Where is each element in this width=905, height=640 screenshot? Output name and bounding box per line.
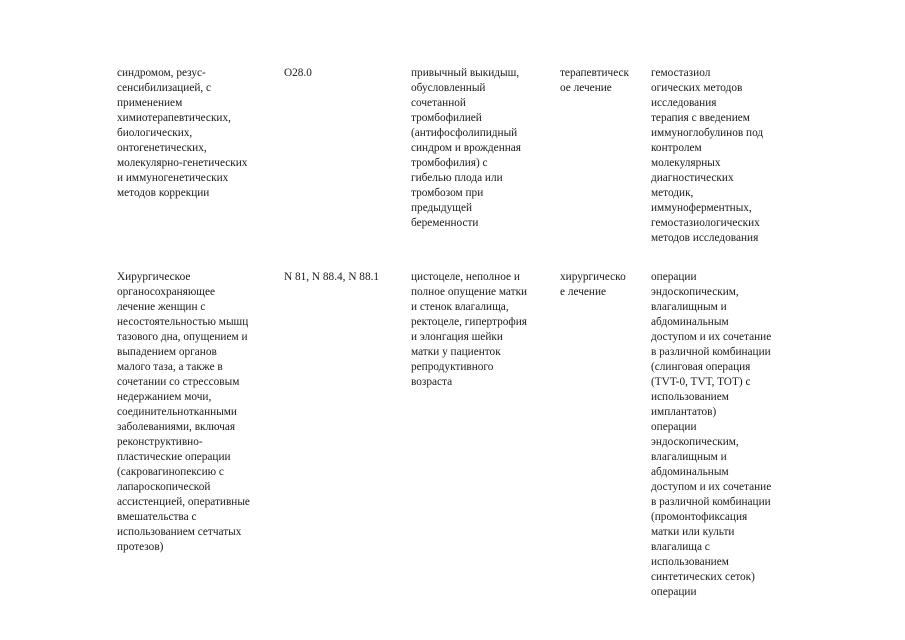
row2-treatment-type: хирургическо е лечение — [560, 271, 626, 298]
row1-treatment-type: терапевтическ ое лечение — [560, 67, 630, 94]
row1-icd-code: O28.0 — [284, 67, 312, 79]
row1-method-description: синдромом, резус- сенсибилизацией, с применением химиотерапевтических, биологических, онтогенетических, молекулярно-генетических и иммуногенетических методов коррекции — [117, 67, 248, 199]
row1-patient-model: привычный выкидыш, обусловленный сочетанной тромбофилией (антифосфолипидный синдром и врожденная тромбофилия) с гибелью плода или тромбозом при предыдущей беременности — [411, 67, 521, 229]
row2-method-description: Хирургическое органосохраняющее лечение женщин с несостоятельностью мышц тазового дна, опущением и выпадением органов малого таза, а также в сочетании со стрессовым недержанием мочи, соединительнотканными заболеваниями, включая реконструктивно- пластические операции (сакровагинопексию с лапароскопической ассистенцией, оперативные вмешательства с использованием сетчатых протезов) — [117, 271, 250, 553]
row2-treatment-method: операции эндоскопическим, влагалищным и абдоминальным доступом и их сочетание в различной комбинации (слинговая операция (TVT-0, TVT, TOT) с использованием имплантатов) операции эндоскопическим, влагалищным и абдоминальным доступом и их сочетание в различной комбинации (промонтофиксация матки или культи влагалища с использованием синтетических сеток) операции — [651, 271, 772, 598]
row2-patient-model: цистоцеле, неполное и полное опущение матки и стенок влагалища, ректоцеле, гипертрофия и элонгация шейки матки у пациенток репродуктивного возраста — [411, 271, 528, 388]
row2-icd-code: N 81, N 88.4, N 88.1 — [284, 271, 380, 283]
row1-treatment-method: гемостазиол огических методов исследования терапия с введением иммуноглобулинов под контролем молекулярных диагностических методик, иммуноферментных, гемостазиологических методов исследования — [651, 67, 764, 244]
